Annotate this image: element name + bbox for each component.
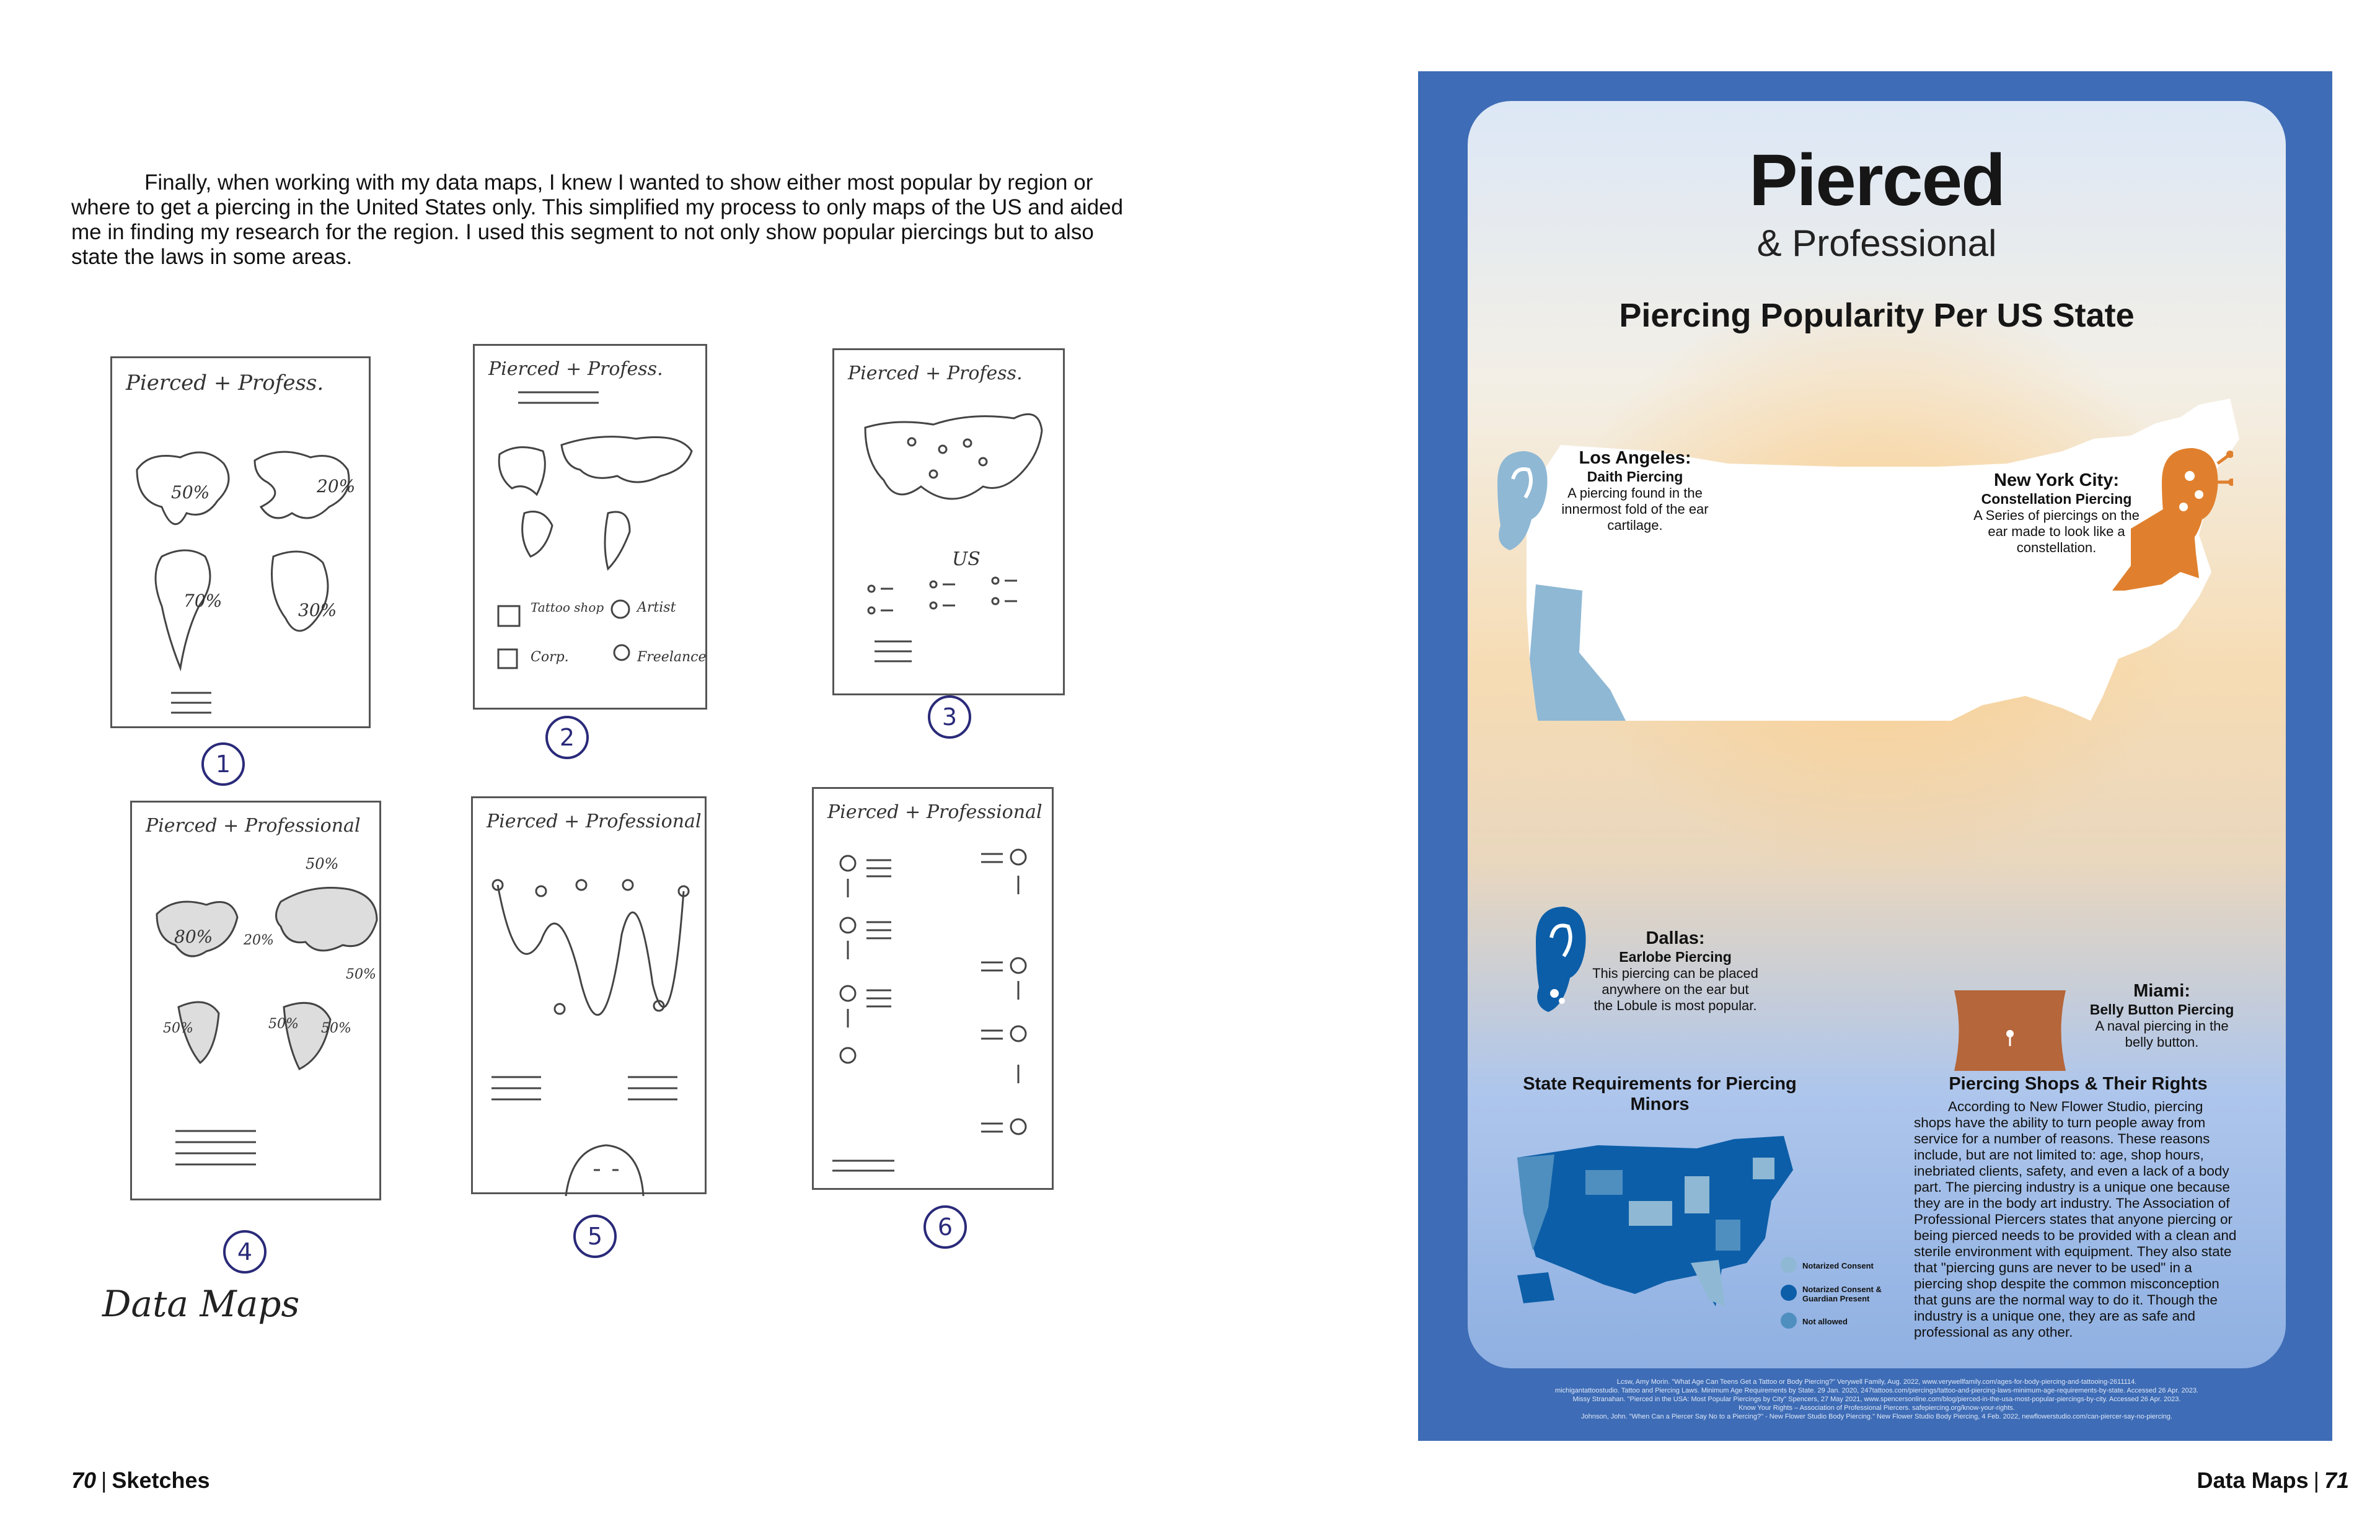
callout-dallas: Dallas: Earlobe Piercing This piercing can be placed anywhere on the ear but the Lobule is most popular. [1592, 928, 1758, 1013]
sketch-number-6: 6 [923, 1205, 967, 1249]
footer-separator: | [2313, 1467, 2319, 1493]
sketch-label: 30% [298, 600, 337, 620]
footer-section: Sketches [112, 1467, 210, 1493]
intro-paragraph: Finally, when working with my data maps, I knew I wanted to show either most popular by region or where to get a piercing in the United States only. This simplified my process to only maps of the US and aided me in finding my research for the region. I used this segment to not only show popular piercings but to also state the laws in some areas. [71, 170, 1124, 269]
shops-body: According to New Flower Studio, piercing shops have the ability to turn people away from service for a number of reasons. These reasons include, but are not limited to: age, shop hours, inebriated clients, safety, and even a lack of a body part. The piercing industry is a unique one because they are in the body art industry. The Association of Professional Piercers states that anyone piercing or being pierced needs to be provided with a clean and sterile environment with equipment. They also state that "piercing guns are never to be used" in a piercing shop despite the common misconception that guns are the normal way to do it. Though the industry is a unique one, they are as safe and professional as any other. [1914, 1099, 2237, 1340]
callout-new-york: New York City: Constellation Piercing A Series of piercings on the ear made to look like a constellation. [1973, 470, 2140, 555]
sketch-label: 70% [183, 591, 223, 611]
infographic-poster [1418, 71, 2332, 1441]
sketch-label: 80% [174, 926, 213, 947]
sketch-number-1: 1 [201, 742, 245, 786]
sketch-5-graph [473, 798, 708, 1196]
sketch-label: 50% [171, 482, 210, 503]
sketch-title: Pierced + Profess. [488, 358, 663, 380]
sketch-label: Corp. [531, 649, 569, 665]
legend-swatch-notarized [1781, 1257, 1797, 1273]
sketch-2 [473, 344, 707, 710]
sketch-number-2: 2 [545, 716, 589, 759]
sketch-title: Pierced + Professional [487, 811, 702, 832]
constellation-ear-icon [2146, 439, 2233, 557]
minors-map [1511, 1133, 1802, 1313]
legend-label: Notarized Consent [1802, 1261, 1874, 1270]
poster-title: Piercing Popularity Per US State [1619, 297, 2135, 334]
sketch-label: 50% [163, 1021, 193, 1036]
requirements-title: State Requirements for Piercing Minors [1523, 1074, 1797, 1114]
sketch-label: US [952, 548, 981, 570]
sketch-label: Freelance [637, 649, 707, 665]
sketch-title: Pierced + Profess. [126, 371, 324, 395]
sources-list: Lcsw, Amy Morin. "What Age Can Teens Get a Tattoo or Body Piercing?" Verywell Family, Aug. 2022, www.verywellfamily.com/ages-for-body-piercing-and-tattooing-2611114. michigantattoostudio. Tattoo and Piercing Laws. Minimum Age Requirements by State. 29 Jan. 2020, 247tattoos.com/piercings/tattoo-and-piercing-laws-minimum-age-requirements-by-state. Accessed 26 Apr. 2023. Missy Stranahan. "Pierced in the USA: Most Popular Piercings by City" Spencers, 27 May 2021, www.spencersonline.com/blog/pierced-in-the-usa-most-popular-piercings-by-city. Accessed 26 Apr. 2023. Know Your Rights – Association of Professional Piercers. safepiercing.org/know-your-rights. Johnson, John. "When Can a Piercer Say No to a Piercing?" - New Flower Studio Body Piercing." New Flower Studio Body Piercing, 4 Feb. 2022, newflowerstudio.com/can-piercer-say-no-piercing. [1554, 1378, 2198, 1420]
legend-label: Not allowed [1802, 1317, 1848, 1326]
footer-right [2197, 1467, 2349, 1494]
sketch-5 [471, 796, 707, 1194]
data-maps-caption: Data Maps [102, 1283, 300, 1325]
sketch-1 [110, 356, 371, 728]
sketch-title: Pierced + Professional [146, 815, 361, 837]
sketch-6-list [814, 789, 1056, 1192]
legend-swatch-guardian [1781, 1285, 1797, 1301]
sketch-label: Tattoo shop [531, 600, 604, 615]
us-map [1468, 101, 2286, 721]
sketch-1-maps [112, 358, 372, 730]
callout-los-angeles: Los Angeles: Daith Piercing A piercing found in the innermost fold of the ear cartilage. [1561, 448, 1709, 533]
sketch-3-map [834, 350, 1067, 697]
brand-title: Pierced [1748, 139, 2005, 221]
page-number: 71 [2324, 1467, 2349, 1493]
sketch-label: 50% [268, 1016, 299, 1032]
sketch-label: 20% [244, 933, 274, 948]
sketch-label: Artist [637, 600, 676, 615]
sketch-4 [130, 801, 381, 1200]
footer-left [71, 1467, 210, 1494]
sketch-number-3: 3 [928, 695, 971, 739]
footer-section: Data Maps [2197, 1467, 2309, 1493]
sketch-label: 50% [306, 855, 339, 873]
sketch-label: 50% [321, 1021, 351, 1036]
sketch-title: Pierced + Professional [827, 801, 1042, 823]
callout-miami: Miami: Belly Button Piercing A naval piercing in the belly button. [2089, 981, 2234, 1050]
daith-ear-icon [1485, 445, 1553, 557]
sketch-label: 50% [346, 967, 376, 982]
sketch-4-maps [132, 803, 383, 1202]
sketch-3 [832, 348, 1065, 695]
sketch-number-5: 5 [573, 1215, 617, 1258]
legend-label: Notarized Consent & Guardian Present [1802, 1285, 1882, 1303]
sketch-number-4: 4 [223, 1230, 267, 1274]
footer-separator: | [101, 1467, 107, 1493]
sketch-title: Pierced + Profess. [848, 363, 1023, 384]
legend-swatch-not-allowed [1781, 1313, 1797, 1329]
brand-subtitle: & Professional [1756, 222, 1997, 264]
poster-panel [1468, 101, 2286, 1368]
belly-icon [1948, 984, 2072, 1077]
earlobe-ear-icon [1523, 900, 1592, 1018]
shops-title: Piercing Shops & Their Rights [1949, 1074, 2208, 1094]
sketch-6 [812, 787, 1054, 1190]
sketch-label: 20% [317, 476, 356, 496]
page-number: 70 [71, 1467, 97, 1493]
